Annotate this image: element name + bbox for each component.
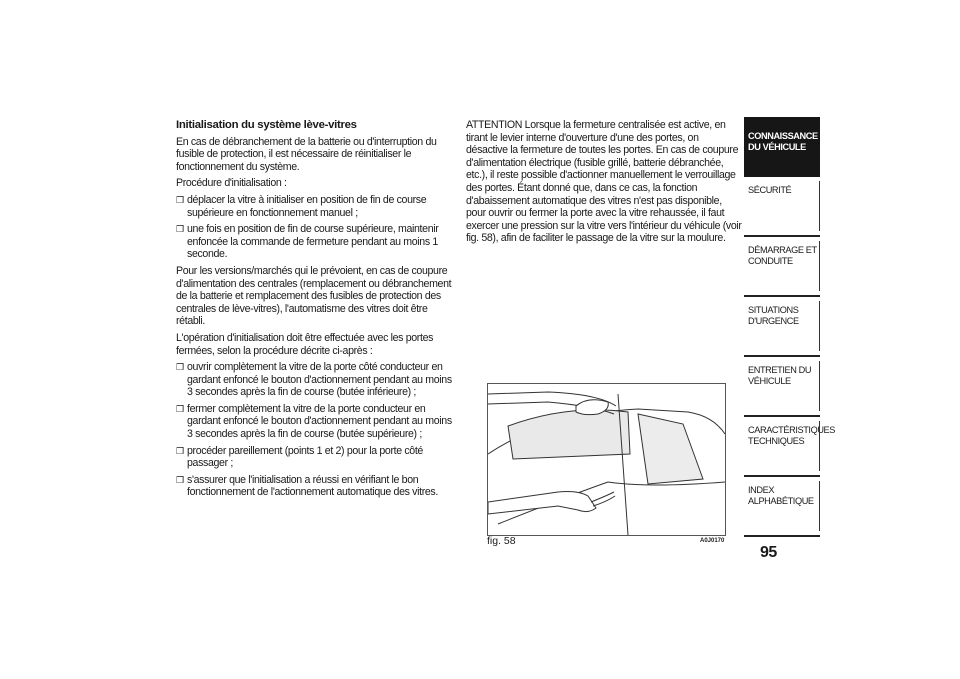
list-item: ❒ déplacer la vitre à initialiser en position de fin de course supérieure en fonctionnement manuel ; <box>176 193 427 219</box>
figure-car-door-illustration <box>487 383 726 536</box>
paragraph-versions: Pour les versions/marchés qui le prévoient, en cas de coupure d'alimentation des centrales (remplacement ou débranchement de la batterie et remplacement des fusibles de protection des centrales de lève-vitres), l'automatisme des vitres doit être rétabli. <box>176 264 452 328</box>
section-title: Initialisation du système lève-vitres <box>176 119 357 131</box>
list-item: ❒ procéder pareillement (points 1 et 2) pour la porte côté passager ; <box>176 444 423 470</box>
tab-securite[interactable]: SÉCURITÉ <box>744 177 820 237</box>
figure-code: A0J0170 <box>700 538 725 544</box>
bullet-icon: ❒ <box>176 224 184 235</box>
tab-demarrage-conduite[interactable]: DÉMARRAGE ET CONDUITE <box>744 237 820 297</box>
bullet-icon: ❒ <box>176 362 184 373</box>
bullet-icon: ❒ <box>176 403 184 414</box>
list-item: ❒ ouvrir complètement la vitre de la porte côté conducteur en gardant enfoncé le bouton d'actionnement pendant au moins 3 secondes après la fin de course (butée inférieure) ; <box>176 361 452 399</box>
list-item: ❒ fermer complètement la vitre de la porte conducteur en gardant enfoncé le bouton d'actionnement pendant au moins 3 secondes après la fin de course (butée supérieure) ; <box>176 402 452 441</box>
tab-index-alphabetique[interactable]: INDEX ALPHABÉTIQUE <box>744 477 820 537</box>
right-column <box>466 119 742 249</box>
left-column <box>176 119 454 503</box>
paragraph-intro: En cas de débranchement de la batterie ou d'interruption du fusible de protection, il est nécessaire de réinitialiser le fonctionnement du système. <box>176 135 437 173</box>
tab-entretien-vehicule[interactable]: ENTRETIEN DU VÉHICULE <box>744 357 820 417</box>
figure-caption: fig. 58 <box>487 535 516 547</box>
bullet-icon: ❒ <box>176 474 184 485</box>
bullet-icon: ❒ <box>176 445 184 456</box>
chapter-tabs <box>744 117 836 537</box>
car-door-drawing <box>488 384 725 535</box>
tab-situations-urgence[interactable]: SITUATIONS D'URGENCE <box>744 297 820 357</box>
paragraph-procedure: Procédure d'initialisation : <box>176 177 287 190</box>
bullet-icon: ❒ <box>176 194 184 205</box>
page-number: 95 <box>760 544 777 561</box>
list-item: ❒ s'assurer que l'initialisation a réussi en vérifiant le bon fonctionnement de l'actionnement automatique des vitres. <box>176 473 438 499</box>
list-item: ❒ une fois en position de fin de course supérieure, maintenir enfoncée la commande de fermeture pendant au moins 1 seconde. <box>176 223 439 261</box>
attention-paragraph: ATTENTION Lorsque la fermeture centralisée est active, en tirant le levier interne d'ouverture d'une des portes, on désactive la fermeture de toutes les portes. En cas de coupure d'alimentation électrique (fusible grillé, batterie débranchée, etc.), il reste possible d'actionner manuellement le verrouillage des portes. Étant donné que, dans ce cas, la fonction d'abaissement automatique des vitres n'est pas disponible, pour ouvrir ou fermer la porte avec la vitre rehaussée, il faut exercer une pression sur la vitre vers l'intérieur du véhicule (voir fig. 58), afin de faciliter le passage de la vitre sur la moulure. <box>466 119 742 245</box>
tab-connaissance-vehicule[interactable]: CONNAISSANCE DU VÉHICULE <box>744 117 820 177</box>
paragraph-operation: L'opération d'initialisation doit être effectuée avec les portes fermées, selon la procédure décrite ci-après : <box>176 331 434 357</box>
tab-caracteristiques-techniques[interactable]: CARACTÉRISTIQUES TECHNIQUES <box>744 417 820 477</box>
